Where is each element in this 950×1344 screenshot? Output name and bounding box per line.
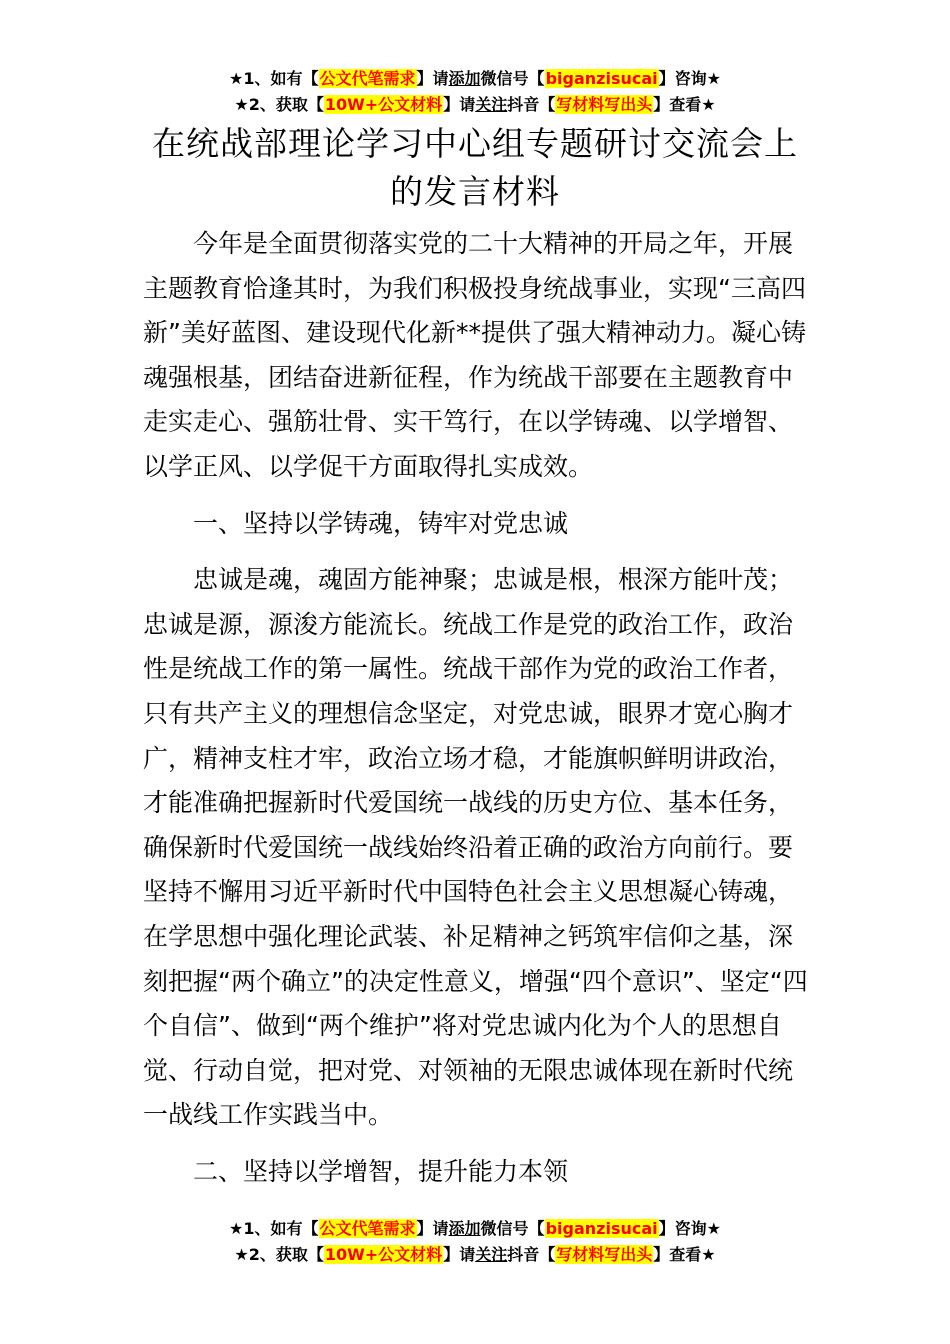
- section-heading-2: 二、坚持以学增智，提升能力本领: [193, 1156, 569, 1186]
- banner-text: 】咨询★: [658, 69, 721, 88]
- banner-highlight: 公文代笔需求: [319, 1219, 416, 1238]
- paragraph-intro: 今年是全面贯彻落实党的二十大精神的开局之年，开展主题教育恰逢其时，为我们积极投身统战事业，实现“三高四新”美好蓝图、建设现代化新**提供了强大精神动力。凝心铸魂强根基，团结奋进新征程，作为统战干部要在主题教育中走实走心、强筋壮骨、实干笃行，在以学铸魂、以学增智、以学正风、以学促干方面取得扎实成效。: [143, 229, 806, 481]
- banner-line-2: [0, 92, 950, 118]
- footer-banner: [0, 1216, 950, 1268]
- banner-highlight: biganzisucai: [545, 69, 658, 88]
- paragraph-section-1: 忠诚是魂，魂固方能神聚；忠诚是根，根深方能叶茂；忠诚是源，源浚方能流长。统战工作是党的政治工作，政治性是统战工作的第一属性。统战干部作为党的政治工作者，只有共产主义的理想信念坚定，对党忠诚，眼界才宽心胸才广，精神支柱才牢，政治立场才稳，才能旗帜鲜明讲政治，才能准确把握新时代爱国统一战线的历史方位、基本任务，确保新时代爱国统一战线始终沿着正确的政治方向前行。要坚持不懈用习近平新时代中国特色社会主义思想凝心铸魂，在学思想中强化理论武装、补足精神之钙筑牢信仰之基，深刻把握“两个确立”的决定性意义，增强“四个意识”、坚定“四个自信”、做到“两个维护”将对党忠诚内化为个人的思想自觉、行动自觉，把对党、对领袖的无限忠诚体现在新时代统一战线工作实践当中。: [143, 565, 808, 1130]
- banner-text: ★2、获取【: [234, 1245, 324, 1264]
- banner-highlight: 10W+公文材料: [324, 1245, 443, 1264]
- banner-text: ★1、如有【: [229, 69, 319, 88]
- banner-text: 微信号【: [480, 69, 545, 88]
- section-heading-1: 一、坚持以学铸魂，铸牢对党忠诚: [193, 508, 569, 538]
- banner-text: ★2、获取【: [234, 95, 324, 114]
- banner-text: 】咨询★: [658, 1219, 721, 1238]
- banner-text: 抖音【: [507, 95, 556, 114]
- banner-text: 】查看★: [653, 95, 716, 114]
- banner-text: 】请: [443, 1245, 476, 1264]
- document-title: [0, 120, 950, 216]
- document-body: [143, 222, 808, 1206]
- banner-text: 】请: [443, 95, 476, 114]
- banner-underlined: 关注: [475, 1245, 508, 1264]
- title-line-1: 在统战部理论学习中心组专题研讨交流会上: [152, 124, 798, 163]
- banner-line-2: [0, 1242, 950, 1268]
- banner-text: ★1、如有【: [229, 1219, 319, 1238]
- banner-line-1: [0, 1216, 950, 1242]
- banner-highlight: 写材料写出头: [556, 1245, 653, 1264]
- banner-highlight: 10W+公文材料: [324, 95, 443, 114]
- banner-underlined: 添加: [448, 1219, 481, 1238]
- header-banner: [0, 66, 950, 118]
- banner-text: 】请: [416, 69, 449, 88]
- banner-highlight: 公文代笔需求: [319, 69, 416, 88]
- banner-text: 】请: [416, 1219, 449, 1238]
- banner-highlight: biganzisucai: [545, 1219, 658, 1238]
- banner-highlight: 写材料写出头: [556, 95, 653, 114]
- title-line-2: 的发言材料: [390, 172, 560, 211]
- banner-line-1: [0, 66, 950, 92]
- banner-text: 】查看★: [653, 1245, 716, 1264]
- banner-text: 微信号【: [480, 1219, 545, 1238]
- banner-underlined: 添加: [448, 69, 481, 88]
- banner-underlined: 关注: [475, 95, 508, 114]
- banner-text: 抖音【: [507, 1245, 556, 1264]
